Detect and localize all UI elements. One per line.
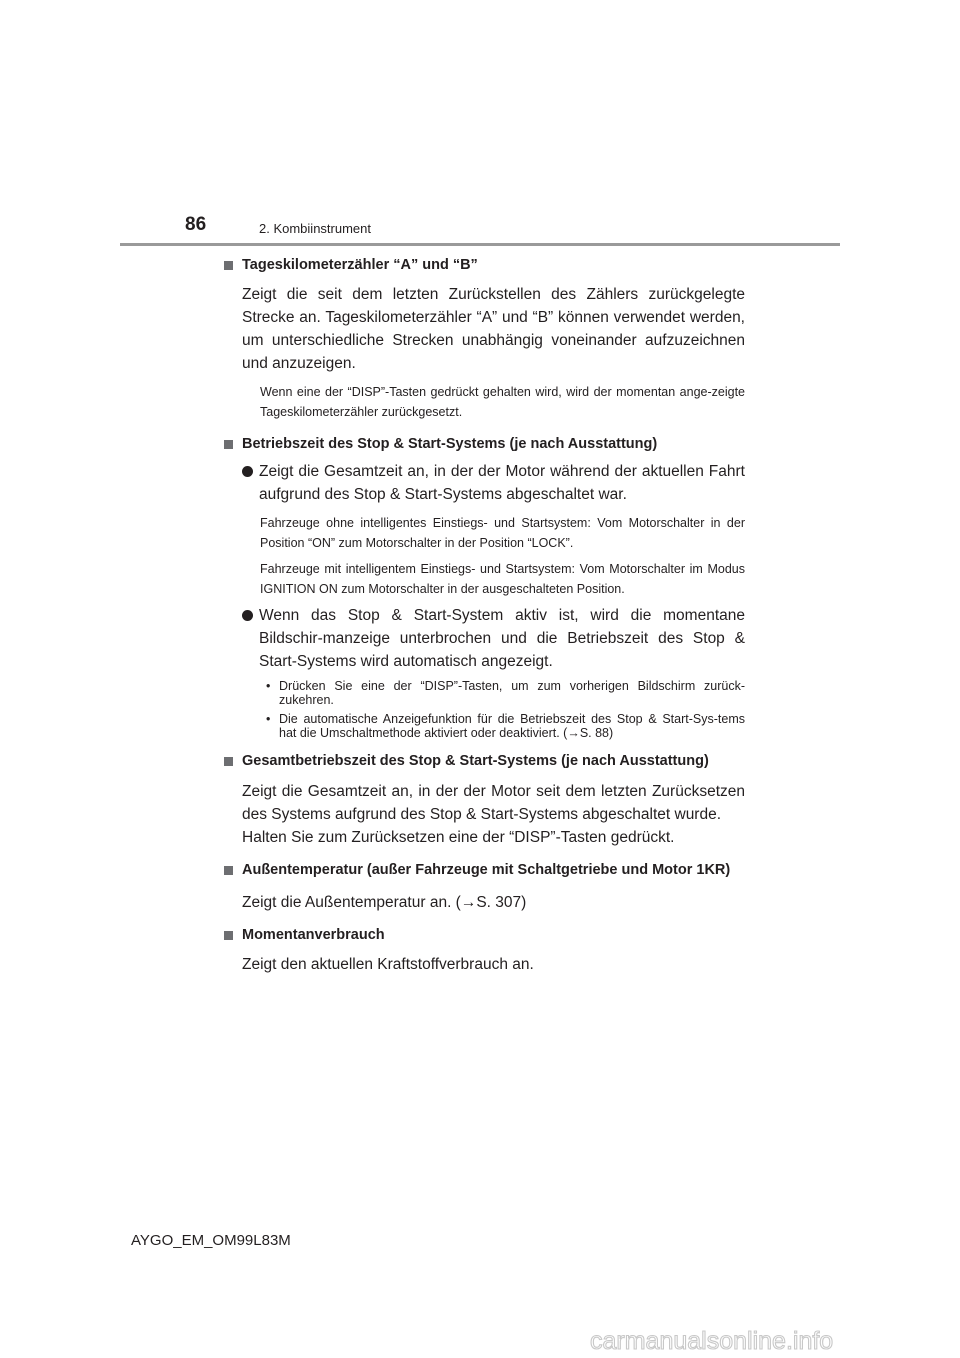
header-rule xyxy=(120,243,840,246)
footer-document-code: AYGO_EM_OM99L83M xyxy=(131,1232,291,1249)
watermark-text: carmanualsonline.info xyxy=(590,1327,834,1355)
stop-start-note-1: Fahrzeuge ohne intelligentes Einstiegs- und Startsystem: Vom Motorschalter in der Position “ON” zum Motorschalter in der Position “LOCK”. xyxy=(260,516,745,550)
trip-meter-text: Zeigt die seit dem letzten Zurückstellen des Zählers zurückgelegte Strecke an. Tageskilometerzähler “A” und “B” können verwendet werden, um unterschiedliche Strecken unabhängig voneinander aufzuzeichnen und anzuzeigen. xyxy=(242,286,745,372)
small-bullet-icon: • xyxy=(266,712,271,726)
stop-start-note-2: Fahrzeuge mit intelligentem Einstiegs- und Startsystem: Vom Motorschalter im Modus IGNITION ON zum Motorschalter in der ausgeschalteten Position. xyxy=(260,562,745,596)
page-number: 86 xyxy=(185,214,207,235)
stop-start-bullet-2 xyxy=(242,604,745,673)
heading-trip-meter: Tageskilometerzähler “A” und “B” xyxy=(222,254,745,277)
stop-start-subnote-2 xyxy=(266,712,745,740)
heading-outside-temperature: Außentemperatur (außer Fahrzeuge mit Schaltgetriebe und Motor 1KR) xyxy=(222,859,745,882)
outside-temperature-text: Zeigt die Außentemperatur an. (→S. 307) xyxy=(242,894,527,911)
small-bullet-icon: • xyxy=(266,679,271,693)
stop-start-subnote-1 xyxy=(266,679,745,707)
heading-instant-consumption: Momentanverbrauch xyxy=(222,924,745,947)
stop-start-subnote-1-text: Drücken Sie eine der “DISP”-Tasten, um zum vorherigen Bildschirm zurück-zukehren. xyxy=(279,679,745,707)
page-content xyxy=(222,254,745,976)
total-stop-start-reset-text: Halten Sie zum Zurücksetzen eine der “DISP”-Tasten gedrückt. xyxy=(242,829,675,846)
round-bullet-icon xyxy=(242,610,253,621)
heading-stop-start-time: Betriebszeit des Stop & Start-Systems (je nach Ausstattung) xyxy=(222,433,745,456)
watermark-logo xyxy=(590,1326,952,1356)
stop-start-subnote-2-text: Die automatische Anzeigefunktion für die Betriebszeit des Stop & Start-Sys-tems hat die Umschaltmethode aktiviert oder deaktiviert. (→S. 88) xyxy=(279,712,745,740)
instant-consumption-text: Zeigt den aktuellen Kraftstoffverbrauch an. xyxy=(242,956,534,973)
heading-total-stop-start-time: Gesamtbetriebszeit des Stop & Start-Systems (je nach Ausstattung) xyxy=(222,750,745,773)
section-title: 2. Kombiinstrument xyxy=(259,221,371,236)
stop-start-bullet-2-text: Wenn das Stop & Start-System aktiv ist, wird die momentane Bildschir-manzeige unterbrochen und die Betriebszeit des Stop & Start-Systems wird automatisch angezeigt. xyxy=(259,607,745,670)
stop-start-bullet-1-text: Zeigt die Gesamtzeit an, in der der Motor während der aktuellen Fahrt aufgrund des Stop & Start-Systems abgeschaltet war. xyxy=(259,463,745,503)
round-bullet-icon xyxy=(242,466,253,477)
trip-meter-note: Wenn eine der “DISP”-Tasten gedrückt gehalten wird, wird der momentan ange-zeigte Tageskilometerzähler zurückgesetzt. xyxy=(260,385,745,419)
total-stop-start-text: Zeigt die Gesamtzeit an, in der der Motor seit dem letzten Zurücksetzen des Systems aufgrund des Stop & Start-Systems abgeschaltet wurde. xyxy=(242,783,745,823)
stop-start-bullet-1 xyxy=(242,460,745,506)
